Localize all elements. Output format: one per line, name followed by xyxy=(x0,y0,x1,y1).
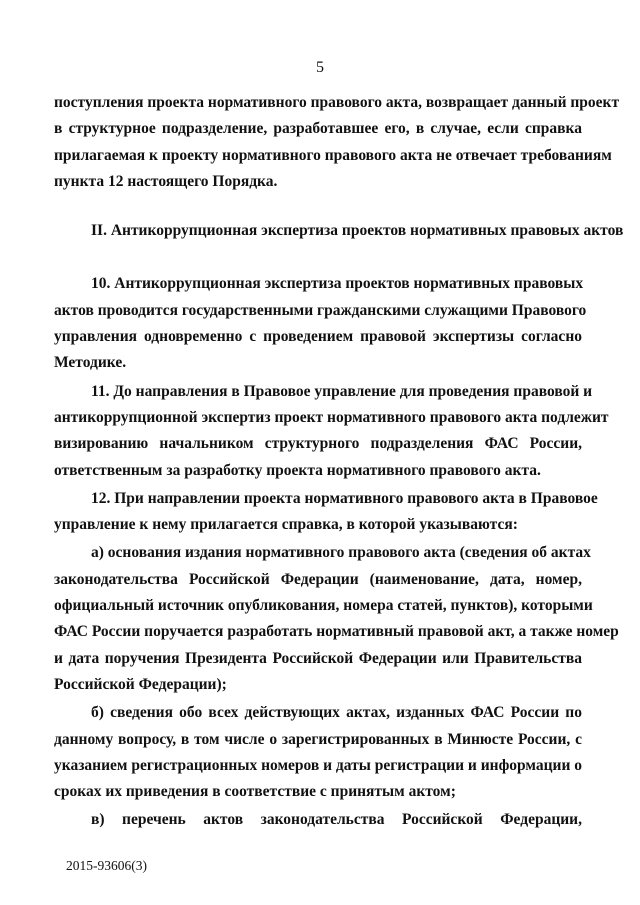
text-line: визированию начальником структурного подразделения ФАС России, xyxy=(54,435,582,453)
text-line: а) основания издания нормативного правового акта (сведения об актах xyxy=(91,544,591,562)
text-line: б) сведения обо всех действующих актах, изданных ФАС России по xyxy=(91,704,582,722)
intro-paragraph xyxy=(54,90,620,195)
text-line: в структурное подразделение, разработавшее его, в случае, если справка xyxy=(54,120,582,138)
text-line: Российской Федерации); xyxy=(54,675,227,693)
text-line: Методике. xyxy=(54,354,127,372)
paragraph-11 xyxy=(54,379,609,484)
text-line: пункта 12 настоящего Порядка. xyxy=(54,172,278,190)
text-line: указанием регистрационных номеров и даты регистрации и информации о xyxy=(54,756,583,774)
text-line: данному вопросу, в том числе о зарегистрированных в Минюсте России, с xyxy=(54,730,582,748)
text-line: поступления проекта нормативного правового акта, возвращает данный проект xyxy=(54,94,620,111)
section-heading: II. Антикоррупционная экспертиза проектов нормативных правовых актов xyxy=(91,222,624,240)
text-line: 12. При направлении проекта нормативного правового акта в Правовое xyxy=(91,489,598,507)
text-line: сроках их приведения в соответствие с принятым актом; xyxy=(54,783,456,801)
text-line: официальный источник опубликования, номера статей, пунктов), которыми xyxy=(54,597,593,615)
text-line: прилагаемая к проекту нормативного правового акта не отвечает требованиям xyxy=(54,146,612,164)
paragraph-c xyxy=(54,807,582,833)
text-line: актов проводится государственными гражданскими служащими Правового xyxy=(54,301,587,319)
text-line: ответственным за разработку проекта нормативного правового акта. xyxy=(54,461,541,479)
text-line: антикоррупционной экспертиз проект нормативного правового акта подлежит xyxy=(54,408,609,426)
document-id: 2015-93606(3) xyxy=(66,858,147,873)
paragraph-10 xyxy=(54,271,587,376)
text-line: законодательства Российской Федерации (наименование, дата, номер, xyxy=(54,570,582,588)
text-line: управления одновременно с проведением правовой экспертизы согласно xyxy=(54,328,582,346)
document-body xyxy=(54,90,624,834)
paragraph-b xyxy=(54,700,582,805)
text-line: ФАС России поручается разработать нормативный правовой акт, а также номер xyxy=(54,623,619,641)
text-line: в) перечень актов законодательства Российской Федерации, xyxy=(91,811,582,829)
text-line: 10. Антикоррупционная экспертиза проектов нормативных правовых xyxy=(91,275,584,293)
text-line: и дата поручения Президента Российской Федерации или Правительства xyxy=(54,649,582,667)
page-number: 5 xyxy=(316,59,324,76)
text-line: управление к нему прилагается справка, в которой указываются: xyxy=(54,516,518,534)
text-line: 11. До направления в Правовое управление для проведения правовой и xyxy=(91,382,593,400)
paragraph-a xyxy=(54,540,619,698)
paragraph-12 xyxy=(54,486,598,539)
